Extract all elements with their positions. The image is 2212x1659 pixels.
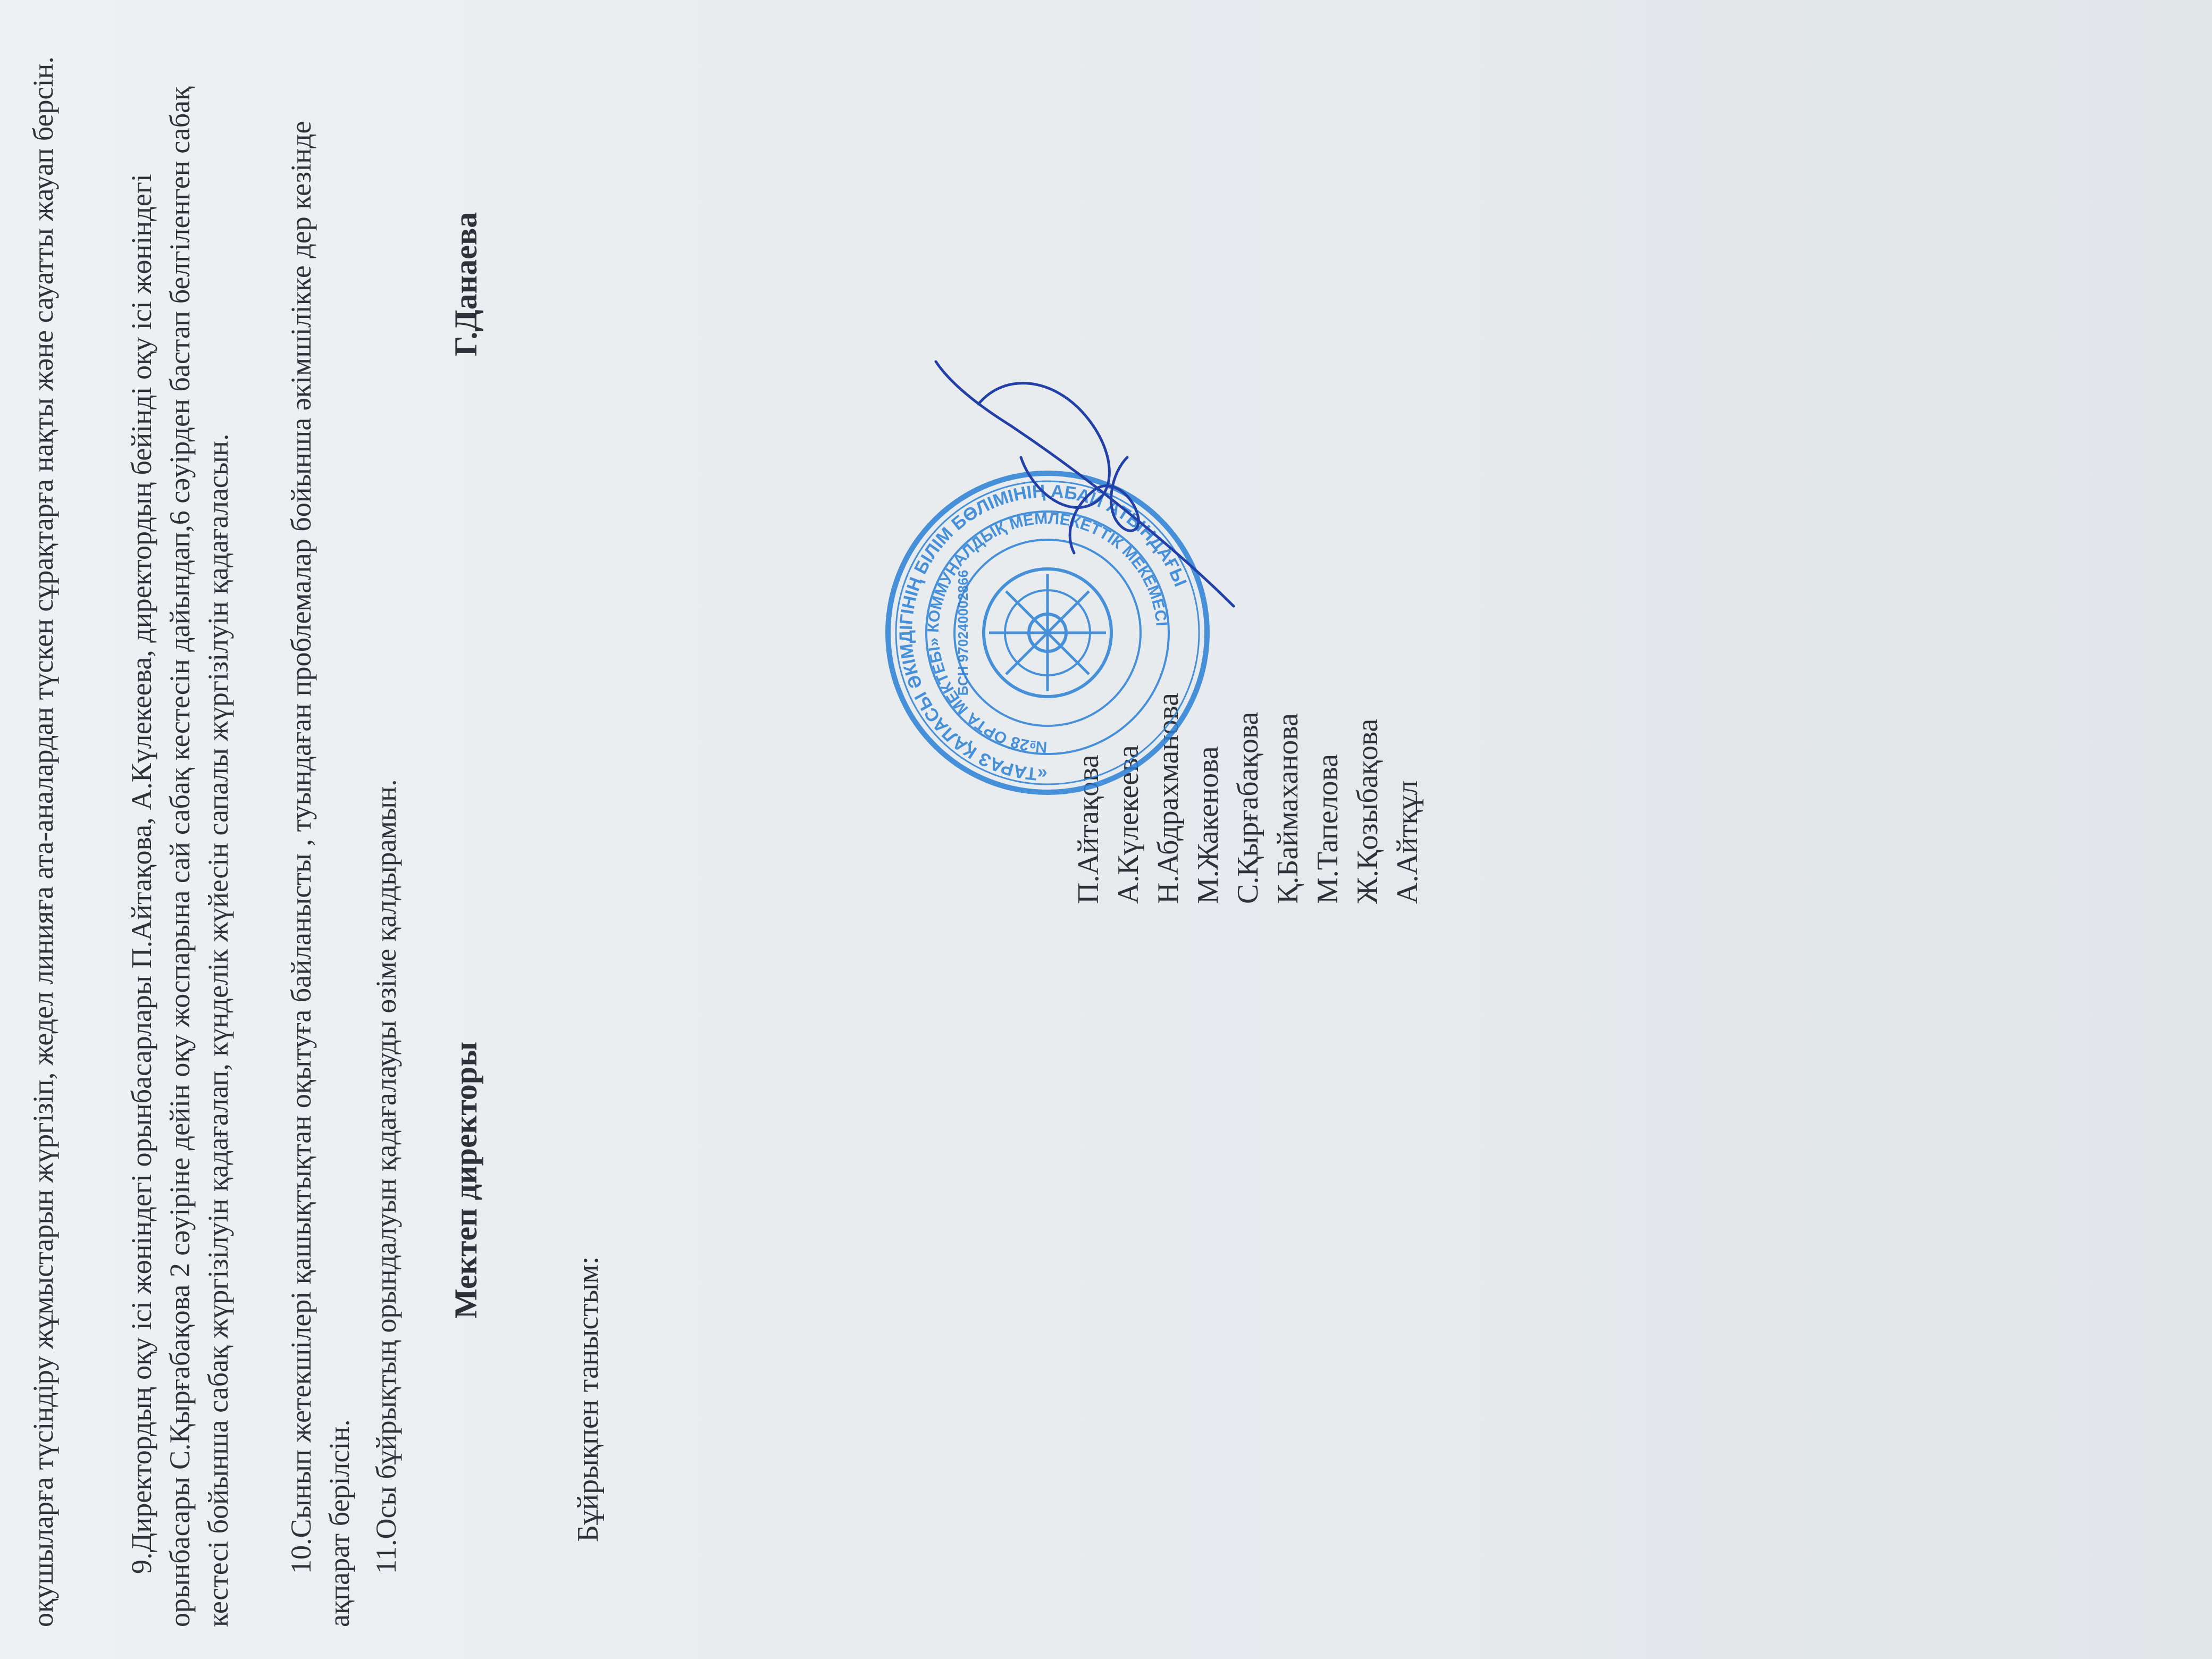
paragraph-11: 11.Осы бұйрықтың орындалуын қадағалауды өзіме қалдырамын.	[370, 779, 402, 1574]
seal-bin-text: БСН 970240002866	[955, 569, 971, 696]
signature-title: Мектеп директоры	[448, 1041, 483, 1319]
acknowledged-label: Бұйрықпен таныстым:	[572, 1256, 605, 1542]
paragraph-10: 10.Сынып жетекшілері қашықтықтан оқытуға байланысты , туындаған проблемалар бойынша әкімшілікке дер кезінде ақпарат берілсін.	[285, 121, 355, 1627]
signature-name: Г.Данаева	[448, 212, 483, 356]
paragraph-continued: оқушыларға түсіндіру жұмыстарын жүргізіп, жедел линияға ата-аналардан түскен сұрақтарға нақты және сауатты жауап берсін.	[27, 56, 59, 1627]
signature-flourish-icon	[1053, 447, 1159, 564]
acknowledged-name: П.Айтақова	[1072, 755, 1105, 904]
acknowledged-name: А.Күлекеева	[1112, 745, 1145, 904]
acknowledged-name: С.Қырғабақова	[1231, 711, 1264, 904]
acknowledged-name: А.Айтқұл	[1391, 780, 1424, 904]
acknowledged-name: М.Жакенова	[1192, 746, 1225, 904]
acknowledged-name: Ж.Қозыбақова	[1351, 718, 1384, 904]
seal-outer-text: «ТАРАЗ ҚАЛАСЫ ӘКІМДІГІНІҢ БІЛІМ БӨЛІМІНІҢ АБАЙ АТЫНДАҒЫ	[895, 481, 1191, 785]
acknowledged-name: Қ.Баймаханова	[1271, 713, 1304, 904]
acknowledged-name: Н.Абдрахманова	[1152, 693, 1185, 904]
seal-inner-text: №28 ОРТА МЕКТЕБІ» КОММУНАЛДЫҚ МЕМЛЕКЕТТІК МЕКЕМЕСІ	[924, 509, 1170, 756]
acknowledged-name: М.Тапелова	[1311, 753, 1344, 904]
paragraph-9: 9.Директордың оқу ісі жөніндегі орынбасарлары П.Айтақова, А.Күлекеева, директордың бейінді оқу ісі жөніндегі орынбасары С.Қырғабақова 2 сәуіріне дейін оқу жоспарына сай сабақ кестесін дайындап,6 сәуірден бастап белгіленген сабақ кестесі бойынша сабақ жүргізілуін қадағалап, күнделік жүйесін сапалы жүргізілуін қадағаласын.	[125, 86, 234, 1627]
